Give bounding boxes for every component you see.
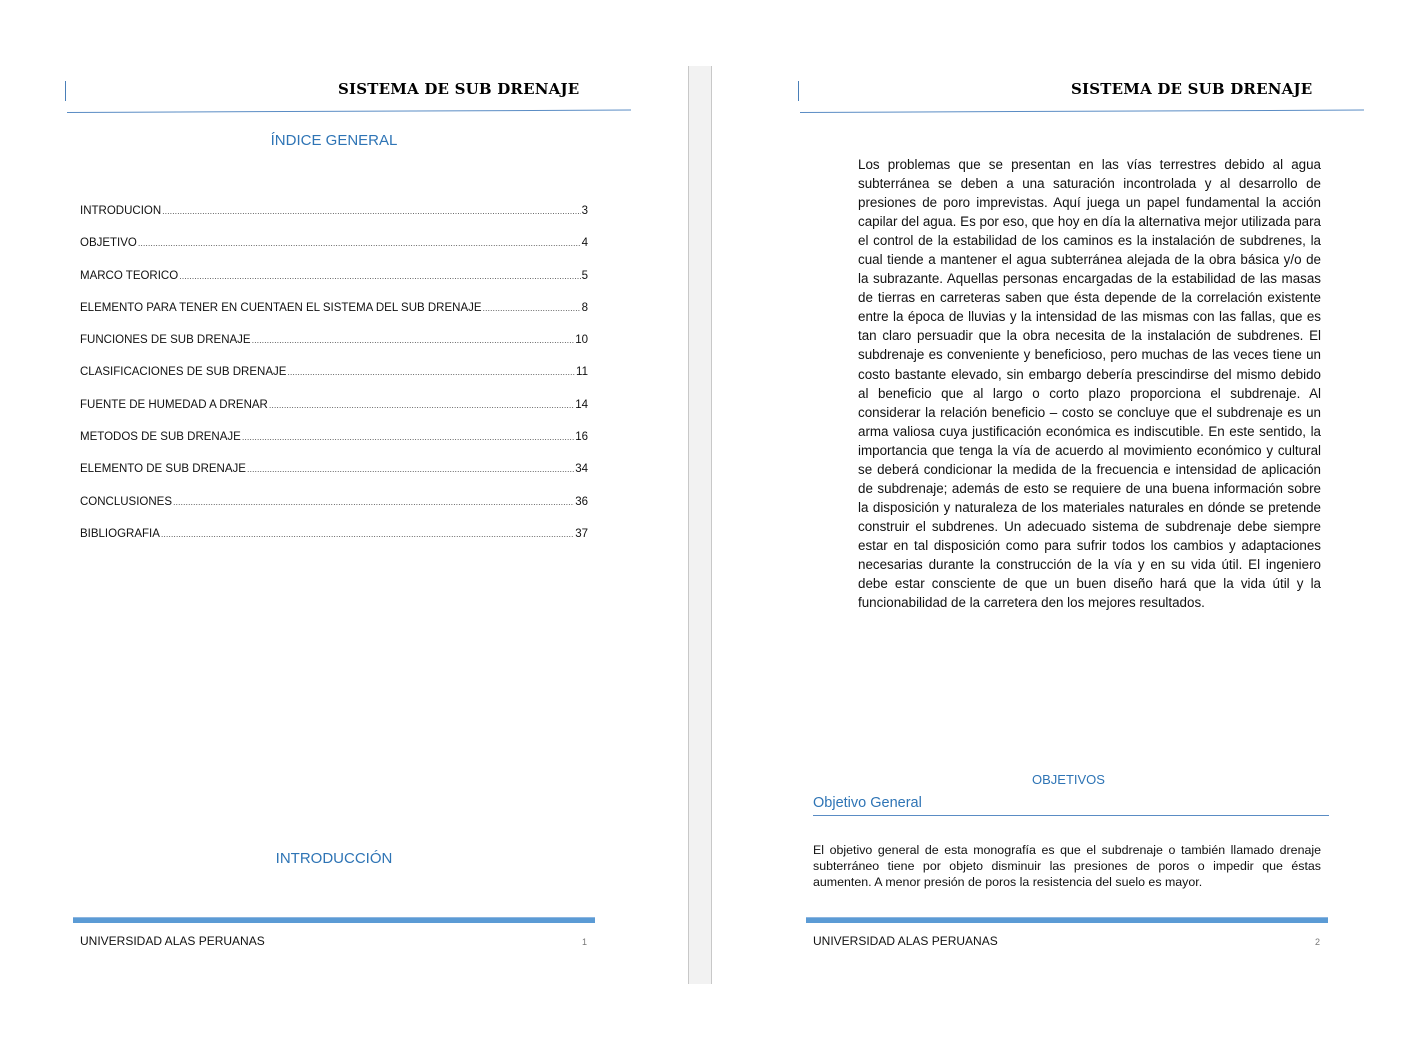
toc-entry[interactable]: FUNCIONES DE SUB DRENAJE ..... 10	[80, 334, 588, 366]
footer-bar	[806, 917, 1328, 923]
table-of-contents	[80, 205, 588, 560]
header-marker	[798, 81, 799, 101]
toc-entry[interactable]: INTRODUCION ..... 3	[80, 205, 588, 237]
header-marker	[65, 81, 66, 101]
document-page-1	[0, 0, 688, 1049]
header-rule	[800, 110, 1364, 113]
objective-general-paragraph: El objetivo general de esta monografía es que el subdrenaje o también llamado drenaje subterráneo tiene por objeto disminuir las presiones de poros o impedir que éstas aumenten. A menor presión de poros la resistencia del suelo es mayor.	[813, 843, 1321, 889]
intro-paragraph: Los problemas que se presentan en las vías terrestres debido al agua subterránea se deben a una saturación incontrolada y al desarrollo de presiones de poro imprevistas. Aquí juega un papel fundamental la acción capilar del agua. Es por eso, que hoy en día la alternativa mejor utilizada para el control de la estabilidad de los caminos es la instalación de subdrenes, la cual tiende a mantener el agua subterránea alejada de la obra básica y/o de la subrazante. Aquellas personas encargadas de la estabilidad de las masas de tierras en carreteras saben que ésta depende de la correlación existente entre la época de lluvias y la intensidad de las mismas con las fallas, que es tan claro persuadir que la obra necesita de la instalación de subdrenes. El subdrenaje es conveniente y beneficioso, pero muchas de las veces tiene un costo bastante elevado, sin embargo debería prescindirse del mismo debido al beneficio que al largo o corto plazo proporciona el subdrenaje. Al considerar la relación beneficio – costo se concluye que el subdrenaje es un arma valiosa cuya justificación económica es indiscutible. En este sentido, la importancia que tenga la vía de acuerdo al movimiento económico y cultural se deberá condicionar la medida de la frecuencia e intensidad de aplicación de subdrenaje; además de esto se requiere de una buena información sobre la disposición y naturaleza de los materiales naturales en dónde se pretende construir el subdrenes. Un adecuado sistema de subdrenaje debe siempre estar en tal disposición como para sufrir todos los cambios y adaptaciones necesarias durante la construcción de la vía y en su vida útil. El ingeniero debe estar consciente de que un buen diseño hará que la vida útil y la funcionabilidad de la carretera den los mejores resultados.	[858, 157, 1321, 611]
heading-underline	[813, 815, 1329, 816]
toc-entry[interactable]: OBJETIVO ..... 4	[80, 237, 588, 269]
footer-text: UNIVERSIDAD ALAS PERUANAS	[80, 934, 265, 948]
toc-entry[interactable]: METODOS DE SUB DRENAJE ..... 16	[80, 431, 588, 463]
toc-entry[interactable]: BIBLIOGRAFIA ..... 37	[80, 528, 588, 560]
footer-text: UNIVERSIDAD ALAS PERUANAS	[813, 934, 998, 948]
objective-general-heading: Objetivo General	[813, 795, 922, 811]
page-number: 1	[582, 937, 588, 947]
page-number: 2	[1315, 937, 1321, 947]
section-heading-introduccion: INTRODUCCIÓN	[275, 850, 393, 867]
toc-entry[interactable]: CLASIFICACIONES DE SUB DRENAJE ..... 11	[80, 366, 588, 398]
footer-bar	[73, 917, 595, 923]
document-page-2	[712, 0, 1428, 1049]
objectives-heading: OBJETIVOS	[1032, 772, 1105, 787]
header-rule	[67, 110, 631, 113]
toc-entry[interactable]: FUENTE DE HUMEDAD A DRENAR ..... 14	[80, 399, 588, 431]
toc-entry[interactable]: MARCO TEORICO ..... 5	[80, 270, 588, 302]
header-title: SISTEMA DE SUB DRENAJE	[338, 80, 580, 98]
header-title: SISTEMA DE SUB DRENAJE	[1071, 80, 1313, 98]
page-gutter	[688, 66, 712, 984]
toc-entry[interactable]: ELEMENTO DE SUB DRENAJE ..... 34	[80, 463, 588, 495]
toc-title: ÍNDICE GENERAL	[270, 132, 398, 149]
toc-entry[interactable]: CONCLUSIONES ..... 36	[80, 496, 588, 528]
toc-entry[interactable]: ELEMENTO PARA TENER EN CUENTAEN EL SISTEMA DEL SUB DRENAJE ..... 8	[80, 302, 588, 334]
